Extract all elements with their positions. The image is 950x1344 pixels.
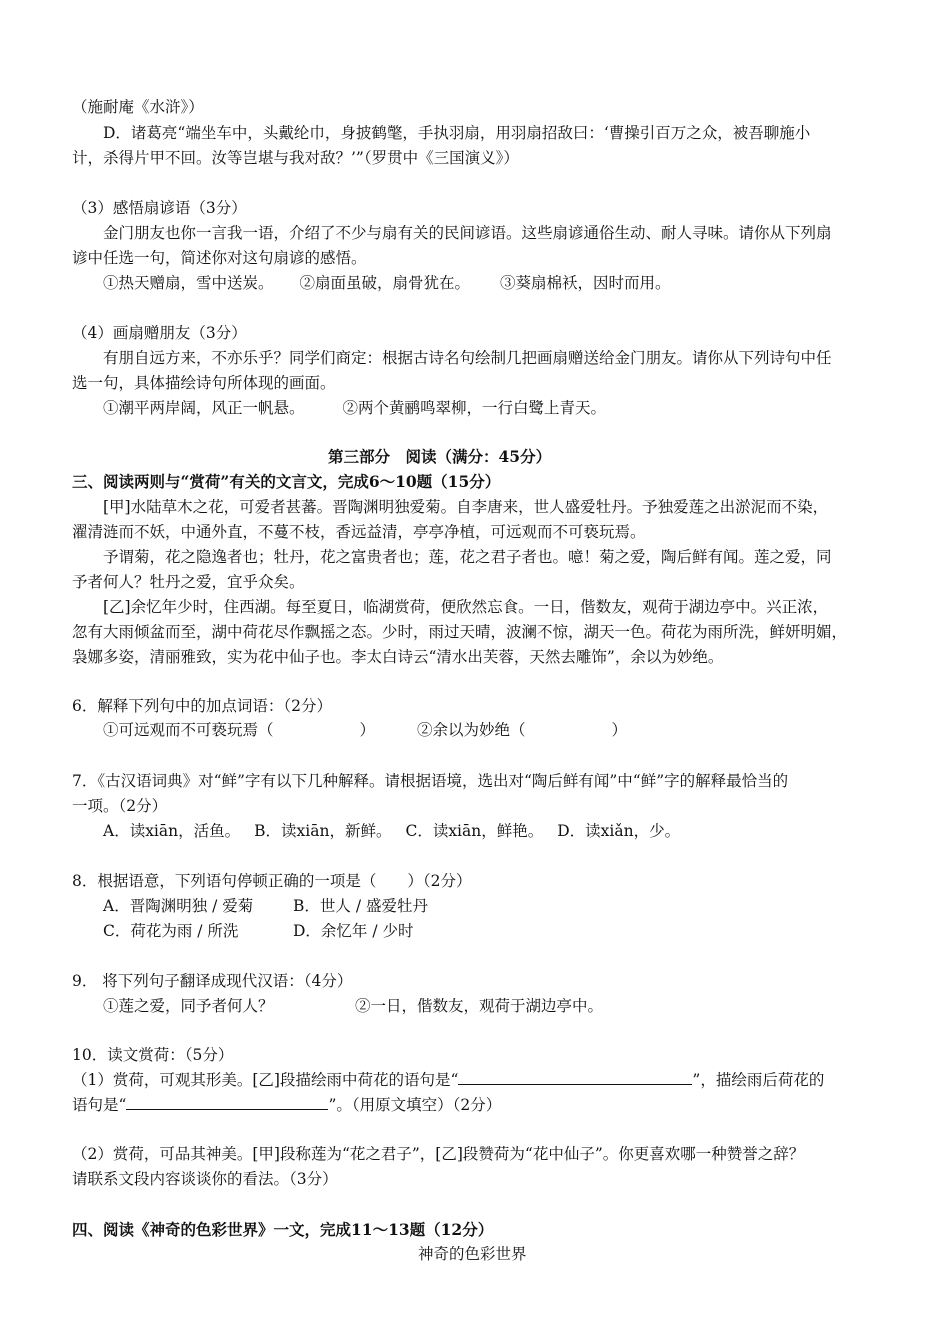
q7-option-a: A．读xiān，活鱼。 bbox=[103, 822, 241, 840]
q4-option-1: ①潮平两岸阔，风正一帆悬。 bbox=[103, 399, 305, 417]
passage-yi-line-2: 忽有大雨倾盆而至，湖中荷花尽作飘摇之态。少时，雨过天晴，波澜不惊，湖天一色。荷花为雨所洗，鲜妍明媚， bbox=[72, 623, 848, 641]
q10-part2-line-2: 请联系文段内容谈谈你的看法。（3分） bbox=[72, 1170, 338, 1188]
q3-option-1: ①热天赠扇，雪中送炭。 bbox=[103, 274, 274, 292]
q4-heading: （4）画扇赠朋友（3分） bbox=[72, 324, 247, 342]
q7-stem-line-1: 7．《古汉语词典》对“鲜”字有以下几种解释。请根据语境，选出对“陶后鲜有闻”中“鲜”字的解释最恰当的 bbox=[72, 772, 789, 790]
q10-part1-text-c: 语句是“ bbox=[72, 1096, 127, 1114]
q6-item-2: ②余以为妙绝（ bbox=[417, 721, 526, 739]
passage-yi-line-1: [乙]余忆年少时，住西湖。每至夏日，临湖赏荷，便欣然忘食。一日，偕数友，观荷于湖边亭中。兴正浓， bbox=[103, 598, 829, 616]
q10-part1-line-2 bbox=[72, 1094, 501, 1116]
q4-text-line-1: 有朋自远方来，不亦乐乎？同学们商定：根据古诗名句绘制几把画扇赠送给金门朋友。请你从下列诗句中任 bbox=[103, 349, 832, 367]
passage-jia-line-3: 予谓菊，花之隐逸者也；牡丹，花之富贵者也；莲，花之君子者也。噫！菊之爱，陶后鲜有闻。莲之爱，同 bbox=[103, 548, 832, 566]
q3-heading: （3）感悟扇谚语（3分） bbox=[72, 199, 247, 217]
q10-part1-text-a: （1）赏荷，可观其形美。[乙]段描绘雨中荷花的语句是“ bbox=[72, 1071, 459, 1089]
q8-option-a: A．晋陶渊明独 / 爱菊 bbox=[103, 897, 254, 915]
passage-jia-line-1: [甲]水陆草木之花，可爱者甚蕃。晋陶渊明独爱菊。自李唐来，世人盛爱牡丹。予独爱莲之出淤泥而不染， bbox=[103, 498, 829, 516]
q6-stem: 6．解释下列句中的加点词语：（2分） bbox=[72, 697, 332, 715]
q7-option-b: B．读xiān，新鲜。 bbox=[254, 822, 392, 840]
answer-blank-rain-lotus[interactable] bbox=[458, 1070, 692, 1085]
q3-options bbox=[103, 272, 671, 294]
q7-option-c: C．读xiān，鲜艳。 bbox=[405, 822, 544, 840]
answer-blank-after-rain-lotus[interactable] bbox=[126, 1095, 328, 1110]
q10-part1-text-b: ”，描绘雨后荷花的 bbox=[692, 1071, 825, 1089]
q6-item-1: ①可远观而不可亵玩焉（ bbox=[103, 721, 274, 739]
q7-options bbox=[103, 820, 680, 842]
q9-item-1: ①莲之爱，同予者何人？ bbox=[103, 997, 274, 1015]
q6-item-2-close: ） bbox=[611, 721, 628, 739]
section-4-heading: 四、阅读《神奇的色彩世界》一文，完成11～13题（12分） bbox=[72, 1220, 494, 1239]
passage-yi-line-3: 袅娜多姿，清丽雅致，实为花中仙子也。李太白诗云“清水出芙蓉，天然去雕饰”，余以为妙绝。 bbox=[72, 648, 724, 666]
q3-text-line-1: 金门朋友也你一言我一语，介绍了不少与扇有关的民间谚语。这些扇谚通俗生动、耐人寻味。请你从下列扇 bbox=[103, 224, 832, 242]
q7-stem-line-2: 一项。（2分） bbox=[72, 797, 168, 815]
q9-items bbox=[103, 995, 603, 1017]
q8-option-c: C．荷花为雨 / 所洗 bbox=[103, 922, 239, 940]
source-citation-shuihu: （施耐庵《水浒》） bbox=[72, 98, 204, 116]
section-3-heading: 三、阅读两则与“赏荷”有关的文言文，完成6～10题（15分） bbox=[72, 472, 501, 491]
q8-option-d: D．余忆年 / 少时 bbox=[293, 922, 414, 940]
q10-part1-line-1 bbox=[72, 1069, 824, 1091]
q4-text-line-2: 选一句，具体描绘诗句所体现的画面。 bbox=[72, 374, 336, 392]
option-d-line-2: 计，杀得片甲不回。汝等岂堪与我对敌？’”（罗贯中《三国演义》） bbox=[72, 149, 519, 167]
q4-options bbox=[103, 397, 606, 419]
q6-items bbox=[103, 719, 627, 741]
q6-item-1-close: ） bbox=[359, 721, 376, 739]
option-d-line-1: D．诸葛亮“端坐车中，头戴纶巾，身披鹤氅，手执羽扇，用羽扇招敌曰：‘曹操引百万之众，被吾聊施小 bbox=[103, 124, 811, 142]
q3-option-3: ③葵扇棉袄，因时而用。 bbox=[500, 274, 671, 292]
passage-jia-line-2: 濯清涟而不妖，中通外直，不蔓不枝，香远益清，亭亭净植，可远观而不可亵玩焉。 bbox=[72, 523, 646, 541]
part3-title: 第三部分 阅读（满分：45分） bbox=[328, 447, 552, 466]
passage-jia-line-4: 予者何人？牡丹之爱，宜乎众矣。 bbox=[72, 573, 305, 591]
q3-option-2: ②扇面虽破，扇骨犹在。 bbox=[299, 274, 471, 292]
q8-options-row-2 bbox=[103, 920, 414, 942]
q8-option-b: B．世人 / 盛爱牡丹 bbox=[293, 897, 428, 915]
q8-stem: 8．根据语意，下列语句停顿正确的一项是（ ）（2分） bbox=[72, 872, 472, 890]
q10-part1-text-d: ”。（用原文填空）（2分） bbox=[328, 1096, 502, 1114]
q9-item-2: ②一日，偕数友，观荷于湖边亭中。 bbox=[355, 997, 604, 1015]
q3-text-line-2: 谚中任选一句，简述你对这句扇谚的感悟。 bbox=[72, 249, 367, 267]
article-title: 神奇的色彩世界 bbox=[418, 1245, 527, 1263]
q7-option-d: D．读xiǎn，少。 bbox=[557, 822, 681, 840]
q10-part2-line-1: （2）赏荷，可品其神美。[甲]段称莲为“花之君子”，[乙]段赞荷为“花中仙子”。你更喜欢哪一种赞誉之辞？ bbox=[72, 1145, 805, 1163]
q10-stem: 10．读文赏荷：（5分） bbox=[72, 1046, 234, 1064]
q9-stem: 9． 将下列句子翻译成现代汉语：（4分） bbox=[72, 972, 353, 990]
q4-option-2: ②两个黄鹂鸣翠柳，一行白鹭上青天。 bbox=[342, 399, 607, 417]
q8-options-row-1 bbox=[103, 895, 428, 917]
